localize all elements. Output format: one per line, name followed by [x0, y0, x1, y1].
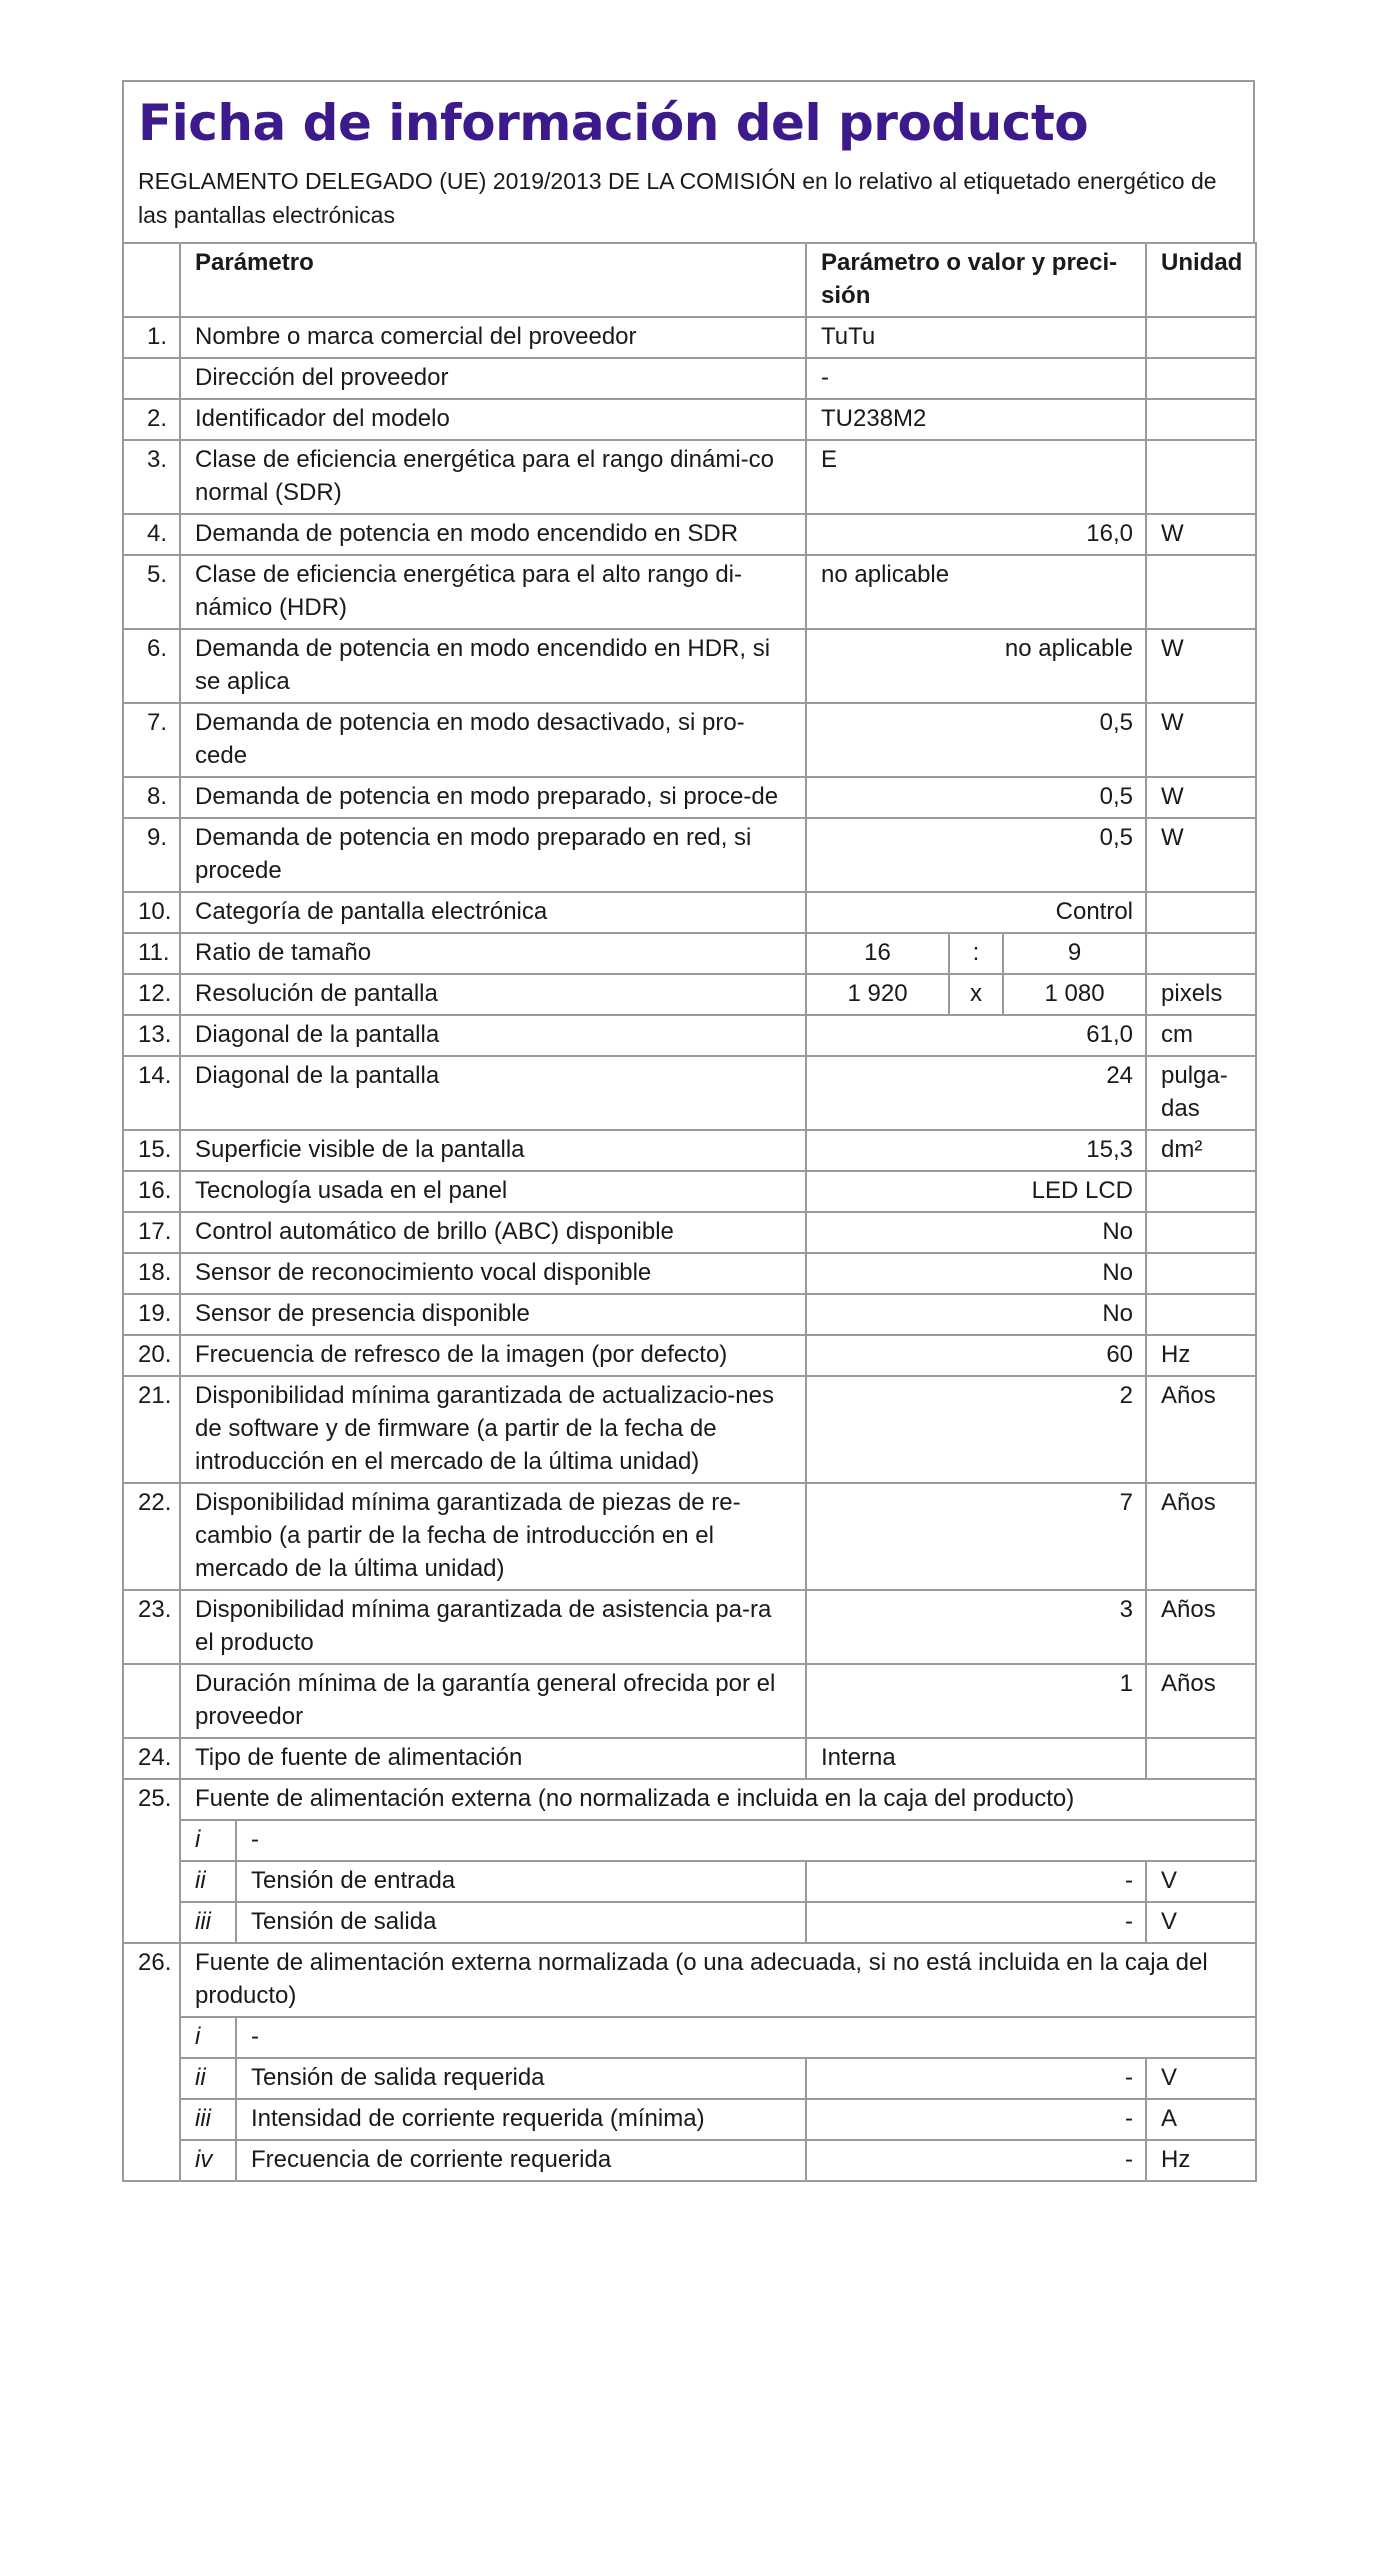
row-unit: [1146, 1294, 1256, 1335]
row-value: Control: [806, 892, 1146, 933]
row-unit: [1146, 1253, 1256, 1294]
row-value: TU238M2: [806, 399, 1146, 440]
table-row: [123, 1779, 1256, 1820]
row-value: 7: [806, 1483, 1146, 1590]
row-unit: [1146, 440, 1256, 514]
row-param: Tecnología usada en el panel: [180, 1171, 806, 1212]
row-param: Duración mínima de la garantía general ofrecida por el proveedor: [180, 1664, 806, 1738]
row-unit: W: [1146, 514, 1256, 555]
row-value: no aplicable: [806, 555, 1146, 629]
row-param: Demanda de potencia en modo encendido en HDR, si se aplica: [180, 629, 806, 703]
table-row: [123, 1171, 1256, 1212]
table-row: [123, 358, 1256, 399]
row-param: Frecuencia de refresco de la imagen (por defecto): [180, 1335, 806, 1376]
sub-index: i: [180, 1820, 236, 1861]
row-unit: dm²: [1146, 1130, 1256, 1171]
row-number: 15.: [123, 1130, 180, 1171]
sub-unit: A: [1146, 2099, 1256, 2140]
row-param: Demanda de potencia en modo preparado, si proce-de: [180, 777, 806, 818]
table-row: [123, 1376, 1256, 1483]
row-value: 16,0: [806, 514, 1146, 555]
row-value: -: [806, 358, 1146, 399]
row-number: 22.: [123, 1483, 180, 1590]
row-number: 9.: [123, 818, 180, 892]
table-row: [123, 1130, 1256, 1171]
sub-unit: Hz: [1146, 2140, 1256, 2181]
resolution-height: 1 080: [1003, 974, 1146, 1015]
header-unit: Unidad: [1146, 243, 1256, 317]
row-param: Demanda de potencia en modo preparado en red, si procede: [180, 818, 806, 892]
row-param: Identificador del modelo: [180, 399, 806, 440]
sub-label: Tensión de entrada: [236, 1861, 806, 1902]
row-number: 17.: [123, 1212, 180, 1253]
row-number: 20.: [123, 1335, 180, 1376]
table-row: [123, 1294, 1256, 1335]
row-unit: [1146, 1171, 1256, 1212]
row-param: Demanda de potencia en modo encendido en SDR: [180, 514, 806, 555]
row-param: Sensor de presencia disponible: [180, 1294, 806, 1335]
row-param: Diagonal de la pantalla: [180, 1056, 806, 1130]
row-number: 26.: [123, 1943, 180, 2181]
table-row: [123, 933, 1256, 974]
sub-value: -: [806, 2140, 1146, 2181]
row-number: 24.: [123, 1738, 180, 1779]
row-unit: pulga-das: [1146, 1056, 1256, 1130]
row-value: 1: [806, 1664, 1146, 1738]
row-unit: W: [1146, 777, 1256, 818]
sub-row: [123, 2099, 1256, 2140]
sub-index: iii: [180, 2099, 236, 2140]
table-row: [123, 1738, 1256, 1779]
row-number: 1.: [123, 317, 180, 358]
sub-value: -: [806, 2099, 1146, 2140]
header-value: Parámetro o valor y preci-sión: [806, 243, 1146, 317]
row-unit: [1146, 399, 1256, 440]
row-value: TuTu: [806, 317, 1146, 358]
row-param: Tipo de fuente de alimentación: [180, 1738, 806, 1779]
row-number: 23.: [123, 1590, 180, 1664]
row-number: 7.: [123, 703, 180, 777]
row-number: 18.: [123, 1253, 180, 1294]
row-unit: [1146, 933, 1256, 974]
row-number: 16.: [123, 1171, 180, 1212]
resolution-width: 1 920: [806, 974, 949, 1015]
row-param: Clase de eficiencia energética para el alto rango di-námico (HDR): [180, 555, 806, 629]
sub-unit: V: [1146, 2058, 1256, 2099]
row-unit: [1146, 1212, 1256, 1253]
table-row: [123, 777, 1256, 818]
row-value: 0,5: [806, 777, 1146, 818]
row-value: E: [806, 440, 1146, 514]
row-param: Sensor de reconocimiento vocal disponible: [180, 1253, 806, 1294]
row-number: 4.: [123, 514, 180, 555]
sub-value: -: [806, 1861, 1146, 1902]
sub-label: -: [236, 1820, 1256, 1861]
table-row: [123, 1483, 1256, 1590]
ratio-separator: :: [949, 933, 1003, 974]
sub-row: [123, 1820, 1256, 1861]
row-unit: cm: [1146, 1015, 1256, 1056]
table-row: [123, 629, 1256, 703]
sub-label: Tensión de salida requerida: [236, 2058, 806, 2099]
sub-index: iii: [180, 1902, 236, 1943]
row-value: 0,5: [806, 703, 1146, 777]
table-row: [123, 1015, 1256, 1056]
sub-row: [123, 2017, 1256, 2058]
row-unit: [1146, 317, 1256, 358]
row-number: 5.: [123, 555, 180, 629]
sub-label: Frecuencia de corriente requerida: [236, 2140, 806, 2181]
row-param: Dirección del proveedor: [180, 358, 806, 399]
row-param: Disponibilidad mínima garantizada de piezas de re-cambio (a partir de la fecha de introducción en el mercado de la última unidad): [180, 1483, 806, 1590]
row-number: 13.: [123, 1015, 180, 1056]
table-row: [123, 703, 1256, 777]
row-unit: [1146, 358, 1256, 399]
row-param: Diagonal de la pantalla: [180, 1015, 806, 1056]
row-number: 14.: [123, 1056, 180, 1130]
sub-index: ii: [180, 1861, 236, 1902]
sub-label: -: [236, 2017, 1256, 2058]
row-param: Superficie visible de la pantalla: [180, 1130, 806, 1171]
row-value: 61,0: [806, 1015, 1146, 1056]
row-value: 0,5: [806, 818, 1146, 892]
sub-index: i: [180, 2017, 236, 2058]
row-value: No: [806, 1253, 1146, 1294]
row-unit: [1146, 1738, 1256, 1779]
row-value: No: [806, 1294, 1146, 1335]
sub-label: Tensión de salida: [236, 1902, 806, 1943]
table-row: [123, 1335, 1256, 1376]
row-unit: [1146, 555, 1256, 629]
sub-row: [123, 2140, 1256, 2181]
header-param: Parámetro: [180, 243, 806, 317]
row-param: Disponibilidad mínima garantizada de asistencia pa-ra el producto: [180, 1590, 806, 1664]
page-title: Ficha de información del producto: [138, 94, 1089, 152]
sheet-header: [122, 80, 1255, 242]
sub-index: iv: [180, 2140, 236, 2181]
row-unit: Años: [1146, 1664, 1256, 1738]
table-row: [123, 440, 1256, 514]
row-unit: Años: [1146, 1376, 1256, 1483]
row-number: 19.: [123, 1294, 180, 1335]
table-row: [123, 974, 1256, 1015]
table-row: [123, 1253, 1256, 1294]
table-row: [123, 1664, 1256, 1738]
table-header-row: [123, 243, 1256, 317]
table-row: [123, 892, 1256, 933]
sub-value: -: [806, 2058, 1146, 2099]
row-param: Clase de eficiencia energética para el rango dinámi-co normal (SDR): [180, 440, 806, 514]
ratio-height: 9: [1003, 933, 1146, 974]
sub-unit: V: [1146, 1902, 1256, 1943]
row-unit: [1146, 892, 1256, 933]
row-param: Disponibilidad mínima garantizada de actualizacio-nes de software y de firmware (a partir de la fecha de introducción en el mercado de la última unidad): [180, 1376, 806, 1483]
row-param: Ratio de tamaño: [180, 933, 806, 974]
sub-row: [123, 1902, 1256, 1943]
sub-row: [123, 2058, 1256, 2099]
row-unit: Años: [1146, 1590, 1256, 1664]
row-param: Fuente de alimentación externa (no normalizada e incluida en la caja del producto): [180, 1779, 1256, 1820]
sub-index: ii: [180, 2058, 236, 2099]
sub-unit: V: [1146, 1861, 1256, 1902]
row-unit: W: [1146, 703, 1256, 777]
product-information-sheet: [122, 80, 1255, 2182]
row-unit: Hz: [1146, 1335, 1256, 1376]
row-unit: pixels: [1146, 974, 1256, 1015]
row-value: LED LCD: [806, 1171, 1146, 1212]
row-value: 15,3: [806, 1130, 1146, 1171]
row-param: Categoría de pantalla electrónica: [180, 892, 806, 933]
row-number: 21.: [123, 1376, 180, 1483]
row-number: 2.: [123, 399, 180, 440]
row-number: 11.: [123, 933, 180, 974]
table-row: [123, 555, 1256, 629]
parameters-table: [122, 242, 1257, 2182]
row-number: [123, 1664, 180, 1738]
table-row: [123, 1943, 1256, 2017]
row-number: 6.: [123, 629, 180, 703]
resolution-separator: x: [949, 974, 1003, 1015]
sub-row: [123, 1861, 1256, 1902]
table-row: [123, 514, 1256, 555]
row-number: 3.: [123, 440, 180, 514]
row-value: 2: [806, 1376, 1146, 1483]
table-row: [123, 818, 1256, 892]
table-row: [123, 399, 1256, 440]
row-value: 24: [806, 1056, 1146, 1130]
row-unit: W: [1146, 818, 1256, 892]
row-value: Interna: [806, 1738, 1146, 1779]
row-unit: W: [1146, 629, 1256, 703]
sub-value: -: [806, 1902, 1146, 1943]
table-row: [123, 1590, 1256, 1664]
row-value: 3: [806, 1590, 1146, 1664]
ratio-width: 16: [806, 933, 949, 974]
row-number: 25.: [123, 1779, 180, 1943]
row-param: Fuente de alimentación externa normalizada (o una adecuada, si no está incluida en la caja del producto): [180, 1943, 1256, 2017]
row-param: Demanda de potencia en modo desactivado, si pro-cede: [180, 703, 806, 777]
table-row: [123, 1056, 1256, 1130]
row-number: 12.: [123, 974, 180, 1015]
row-param: Nombre o marca comercial del proveedor: [180, 317, 806, 358]
row-param: Resolución de pantalla: [180, 974, 806, 1015]
table-row: [123, 1212, 1256, 1253]
row-value: 60: [806, 1335, 1146, 1376]
table-row: [123, 317, 1256, 358]
sub-label: Intensidad de corriente requerida (mínima): [236, 2099, 806, 2140]
row-param: Control automático de brillo (ABC) disponible: [180, 1212, 806, 1253]
row-number: 8.: [123, 777, 180, 818]
header-number-cell: [123, 243, 180, 317]
row-unit: Años: [1146, 1483, 1256, 1590]
row-number: [123, 358, 180, 399]
row-number: 10.: [123, 892, 180, 933]
row-value: No: [806, 1212, 1146, 1253]
row-value: no aplicable: [806, 629, 1146, 703]
regulation-subtitle: REGLAMENTO DELEGADO (UE) 2019/2013 DE LA COMISIÓN en lo relativo al etiquetado energético de las pantallas electrónicas: [138, 168, 1217, 228]
